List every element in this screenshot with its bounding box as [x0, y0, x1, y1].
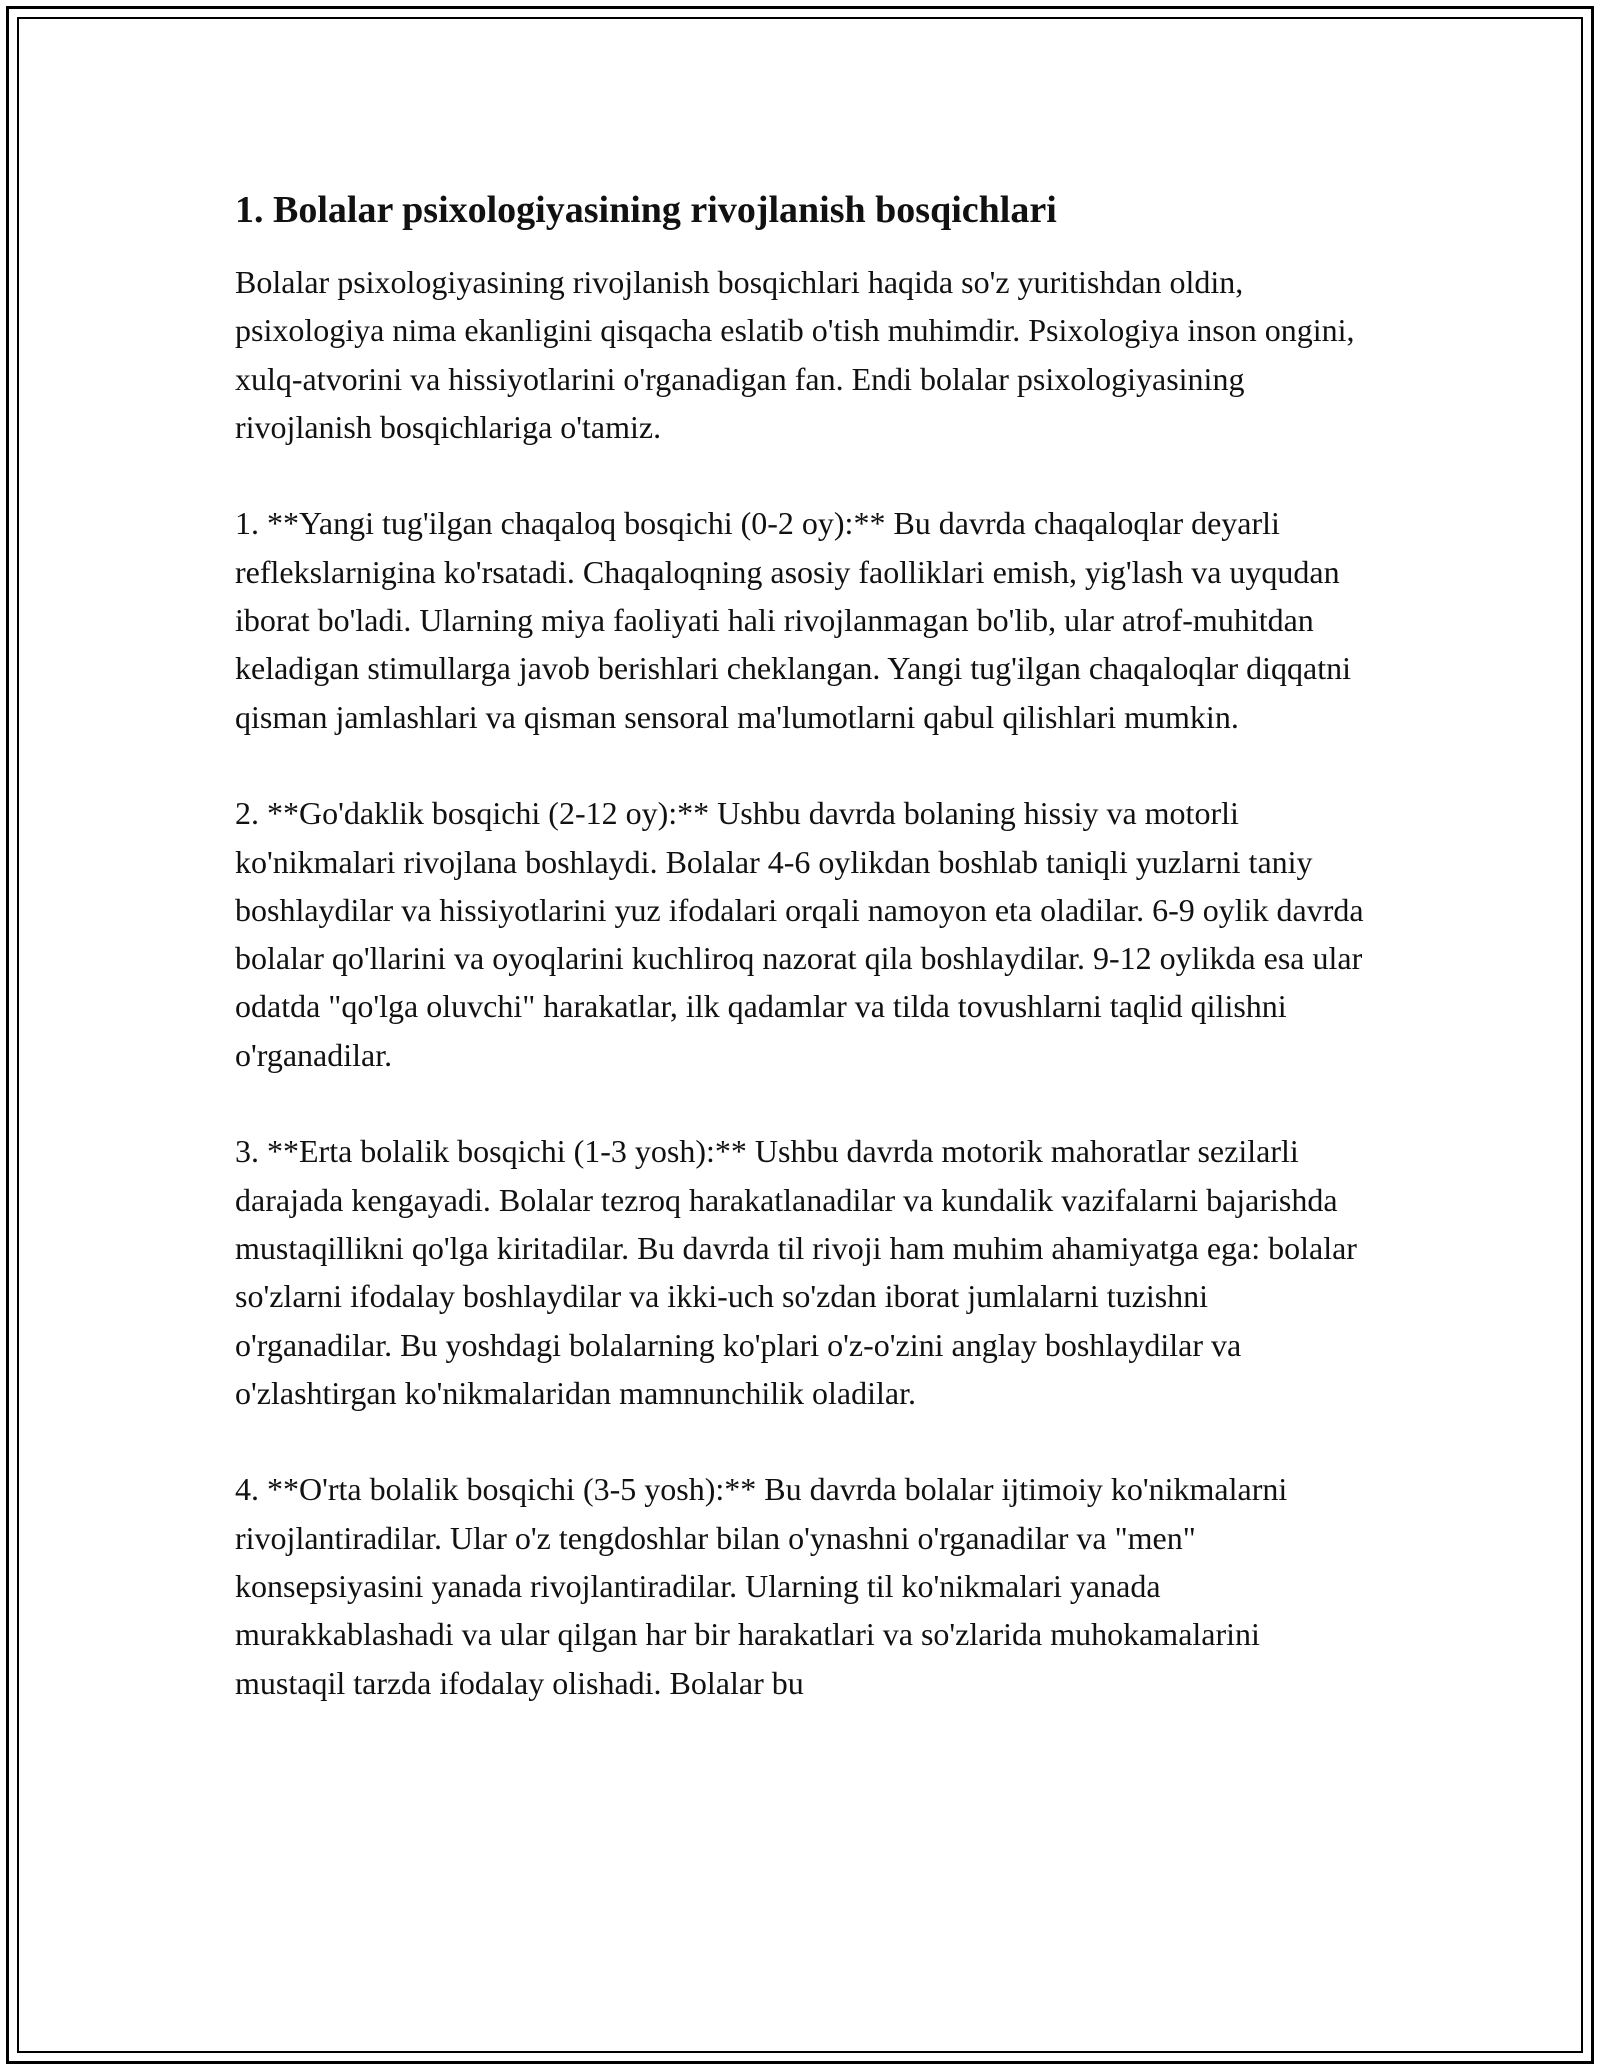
document-body — [235, 186, 1365, 1755]
stage-1-paragraph: 1. **Yangi tug'ilgan chaqaloq bosqichi (0-2 oy):** Bu davrda chaqaloqlar deyarli reflekslarnigina ko'rsatadi. Chaqaloqning asosiy faolliklari emish, yig'lash va uyqudan iborat bo'ladi. Ularning miya faoliyati hali rivojlanmagan bo'lib, ular atrof-muhitdan keladigan stimullarga javob berishlari cheklangan. Yangi tug'ilgan chaqaloqlar diqqatni qisman jamlashlari va qisman sensoral ma'lumotlarni qabul qilishlari mumkin. — [235, 505, 1351, 735]
stage-4-paragraph: 4. **O'rta bolalik bosqichi (3-5 yosh):** Bu davrda bolalar ijtimoiy ko'nikmalarni rivojlantiradilar. Ular o'z tengdoshlar bilan o'ynashni o'rganadilar va "men" konsepsiyasini yanada rivojlantiradilar. Ularning til ko'nikmalari yanada murakkablashadi va ular qilgan har bir harakatlari va so'zlarida muhokamalarini mustaqil tarzda ifodalay olishadi. Bolalar bu — [235, 1471, 1288, 1701]
stage-2-paragraph: 2. **Go'daklik bosqichi (2-12 oy):** Ushbu davrda bolaning hissiy va motorli ko'nikmalari rivojlana boshlaydi. Bolalar 4-6 oylikdan boshlab taniqli yuzlarni taniy boshlaydilar va hissiyotlarini yuz ifodalari orqali namoyon eta oladilar. 6-9 oylik davrda bolalar qo'llarini va oyoqlarini kuchliroq nazorat qila boshlaydilar. 9-12 oylikda esa ular odatda "qo'lga oluvchi" harakatlar, ilk qadamlar va tilda tovushlarni taqlid qilishni o'rganadilar. — [235, 795, 1364, 1073]
stage-3-paragraph: 3. **Erta bolalik bosqichi (1-3 yosh):** Ushbu davrda motorik mahoratlar sezilarli darajada kengayadi. Bolalar tezroq harakatlanadilar va kundalik vazifalarni bajarishda mustaqillikni qo'lga kiritadilar. Bu davrda til rivoji ham muhim ahamiyatga ega: bolalar so'zlarni ifodalay boshlaydilar va ikki-uch so'zdan iborat jumlalarni tuzishni o'rganadilar. Bu yoshdagi bolalarning ko'plari o'z-o'zini anglay boshlaydilar va o'zlashtirgan ko'nikmalaridan mamnunchilik oladilar. — [235, 1133, 1357, 1411]
section-heading: 1. Bolalar psixologiyasining rivojlanish bosqichlari — [235, 189, 1057, 231]
intro-paragraph: Bolalar psixologiyasining rivojlanish bosqichlari haqida so'z yuritishdan oldin, psixologiya nima ekanligini qisqacha eslatib o'tish muhimdir. Psixologiya inson ongini, xulq-atvorini va hissiyotlarini o'rganadigan fan. Endi bolalar psixologiyasining rivojlanish bosqichlariga o'tamiz. — [235, 264, 1355, 445]
